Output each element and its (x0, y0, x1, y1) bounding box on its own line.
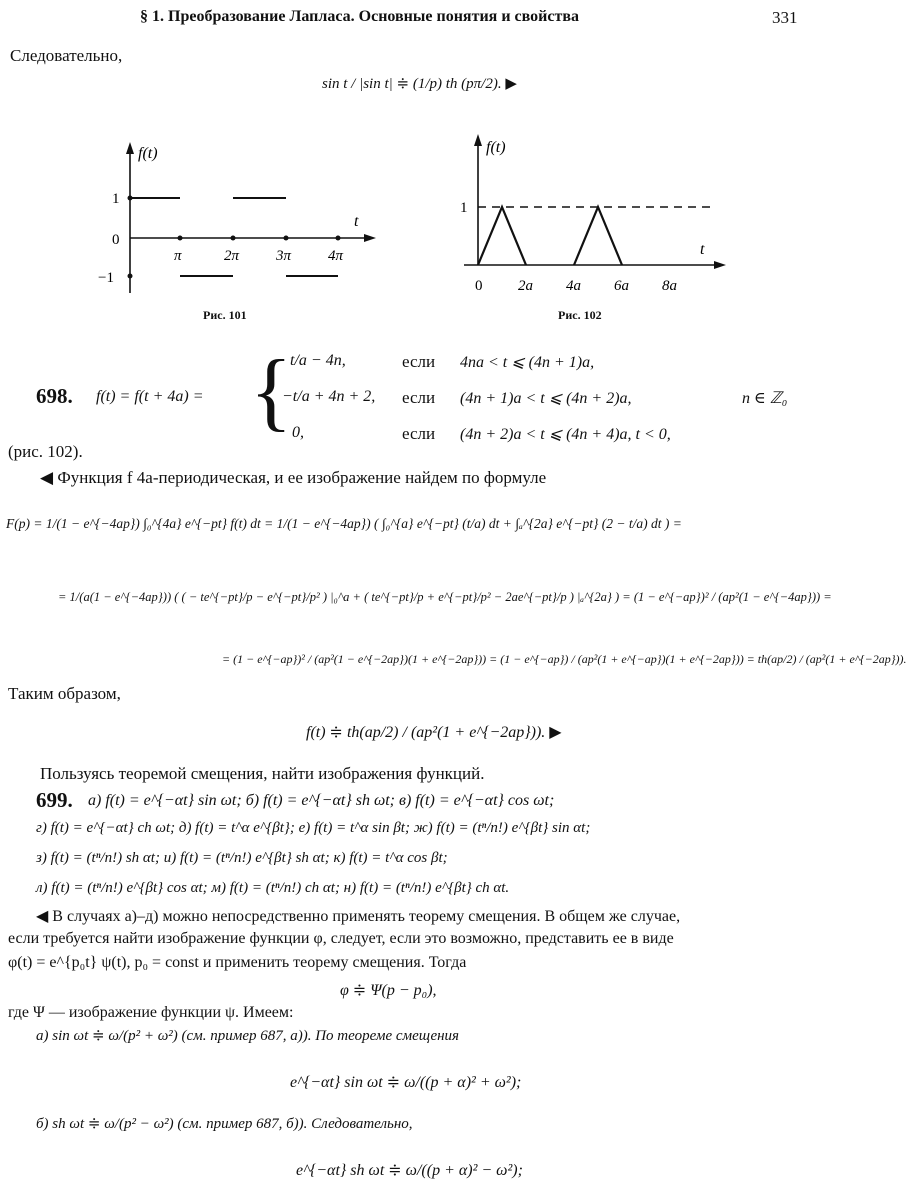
fig101-xtick-pi: π (174, 248, 182, 264)
fig101-xtick-4pi: 4π (328, 248, 344, 264)
fig101-dot-4pi (336, 236, 341, 241)
thus-text: Таким образом, (8, 684, 121, 703)
fig102-ytick-1: 1 (460, 200, 468, 216)
fig101-dot-2pi (231, 236, 236, 241)
fig101-dot-3pi (284, 236, 289, 241)
fig102-xlabel: t (700, 241, 705, 258)
eq-3: = (1 − e^{−ap})² / (ap²(1 − e^{−2ap})(1 + e^{−2ap})) = (1 − e^{−ap}) / (ap²(1 + e^{−ap})(1 + e^{−2ap})) = th(ap/2) / (ap²(1 + e^{−2ap})). (222, 652, 907, 666)
fig101-y-arrow (126, 142, 134, 154)
problem-698-number: 698. (36, 384, 73, 408)
p699-line-3: з) f(t) = (tⁿ/n!) sh αt; и) f(t) = (tⁿ/n!) e^{βt} sh αt; к) f(t) = t^α cos βt; (36, 850, 448, 866)
fig102-triangle-1 (478, 207, 526, 265)
fig101-caption: Рис. 101 (203, 308, 247, 322)
case-1-expr: t/a − 4n, (290, 352, 346, 369)
fig102-xtick-4a: 4a (566, 278, 581, 294)
cases-brace: { (250, 343, 293, 440)
p699-line-4: л) f(t) = (tⁿ/n!) e^{βt} cos αt; м) f(t) = (tⁿ/n!) ch αt; н) f(t) = (tⁿ/n!) e^{βt} ch αt. (36, 880, 510, 896)
fig101-ytick-m1: −1 (98, 270, 114, 286)
fig102-xtick-2a: 2a (518, 278, 533, 294)
case-3-word: если (402, 424, 436, 443)
task-intro: Пользуясь теоремой смещения, найти изображения функций. (40, 764, 485, 783)
fig101-dot-origin (128, 196, 133, 201)
eq-1: F(p) = 1/(1 − e^{−4ap}) ∫₀^{4a} e^{−pt} f(t) dt = 1/(1 − e^{−4ap}) ( ∫₀^{a} e^{−pt} (t/a) dt + ∫ₐ^{2a} e^{−pt} (2 − t/a) dt ) = (6, 516, 682, 531)
result-698: f(t) ≑ th(ap/2) / (ap²(1 + e^{−2ap})). ▶ (306, 724, 562, 741)
case-a-line: а) sin ωt ≑ ω/(p² + ω²) (см. пример 687, а)). По теореме смещения (36, 1028, 460, 1044)
figure-101 (90, 138, 390, 328)
case-3-cond: (4n + 2)a < t ⩽ (4n + 4)a, t < 0, (460, 426, 671, 443)
problem-698-lhs: f(t) = f(t + 4a) = (96, 388, 204, 405)
fig101-ylabel: f(t) (138, 145, 158, 162)
fig102-caption: Рис. 102 (558, 308, 602, 322)
fig101-ytick-0: 0 (112, 232, 120, 248)
problem-698-solution-intro: ◀ Функция f 4a-периодическая, и ее изображение найдем по формуле (40, 468, 547, 487)
intro-word: Следовательно, (10, 46, 123, 65)
intro-formula: sin t / |sin t| ≑ (1/p) th (pπ/2). ▶ (322, 76, 517, 92)
case-1-cond: 4na < t ⩽ (4n + 1)a, (460, 354, 595, 371)
p699-sol-2: если требуется найти изображение функции φ, следует, если это возможно, представить ее в виде (8, 930, 674, 947)
page-number: 331 (772, 8, 798, 27)
case-b-line: б) sh ωt ≑ ω/(p² − ω²) (см. пример 687, б)). Следовательно, (36, 1116, 413, 1132)
case-1-word: если (402, 352, 436, 371)
fig101-xtick-3pi: 3π (276, 248, 292, 264)
fig102-y-arrow (474, 134, 482, 146)
fig102-triangle-2 (574, 207, 622, 265)
case-2-word: если (402, 388, 436, 407)
case-b-result: e^{−αt} sh ωt ≑ ω/((p + α)² − ω²); (296, 1162, 523, 1179)
fig101-dot-neg (128, 274, 133, 279)
p699-sol-3: φ(t) = e^{p₀t} ψ(t), p₀ = const и применить теорему смещения. Тогда (8, 954, 467, 971)
fig102-ylabel: f(t) (486, 139, 506, 156)
problem-698-domain: n ∈ ℤ₀ (742, 390, 788, 407)
problem-698-ref: (рис. 102). (8, 442, 83, 461)
fig102-xtick-8a: 8a (662, 278, 677, 294)
page-header-title: § 1. Преобразование Лапласа. Основные понятия и свойства (140, 8, 579, 25)
case-2-expr: −t/a + 4n + 2, (282, 388, 376, 405)
fig101-x-arrow (364, 234, 376, 242)
shift-formula: φ ≑ Ψ(p − p₀), (340, 982, 437, 999)
fig101-xlabel: t (354, 213, 359, 230)
p699-sol-1: ◀ В случаях а)–д) можно непосредственно применять теорему смещения. В общем же случае, (36, 908, 681, 925)
case-3-expr: 0, (292, 424, 304, 441)
fig102-x-arrow (714, 261, 726, 269)
fig102-xtick-0: 0 (475, 278, 483, 294)
figure-102 (450, 130, 730, 300)
eq-2: = 1/(a(1 − e^{−4ap})) ( ( − te^{−pt}/p − e^{−pt}/p² ) |₀^a + ( te^{−pt}/p + e^{−pt}/p² − 2ae^{−pt}/p ) |ₐ^{2a} ) = (1 − e^{−ap})² / (ap²(1 − e^{−4ap})) = (58, 590, 832, 604)
case-2-cond: (4n + 1)a < t ⩽ (4n + 2)a, (460, 390, 632, 407)
fig101-ytick-1: 1 (112, 191, 120, 207)
problem-699-number: 699. (36, 788, 73, 812)
fig101-xtick-2pi: 2π (224, 248, 240, 264)
fig101-dot-pi (178, 236, 183, 241)
case-a-result: e^{−αt} sin ωt ≑ ω/((p + α)² + ω²); (290, 1074, 522, 1091)
fig102-xtick-6a: 6a (614, 278, 629, 294)
p699-line-1: а) f(t) = e^{−αt} sin ωt; б) f(t) = e^{−αt} sh ωt; в) f(t) = e^{−αt} cos ωt; (88, 792, 555, 809)
where-text: где Ψ — изображение функции ψ. Имеем: (8, 1004, 294, 1021)
p699-line-2: г) f(t) = e^{−αt} ch ωt; д) f(t) = t^α e^{βt}; е) f(t) = t^α sin βt; ж) f(t) = (tⁿ/n!) e^{βt} sin αt; (36, 820, 591, 836)
